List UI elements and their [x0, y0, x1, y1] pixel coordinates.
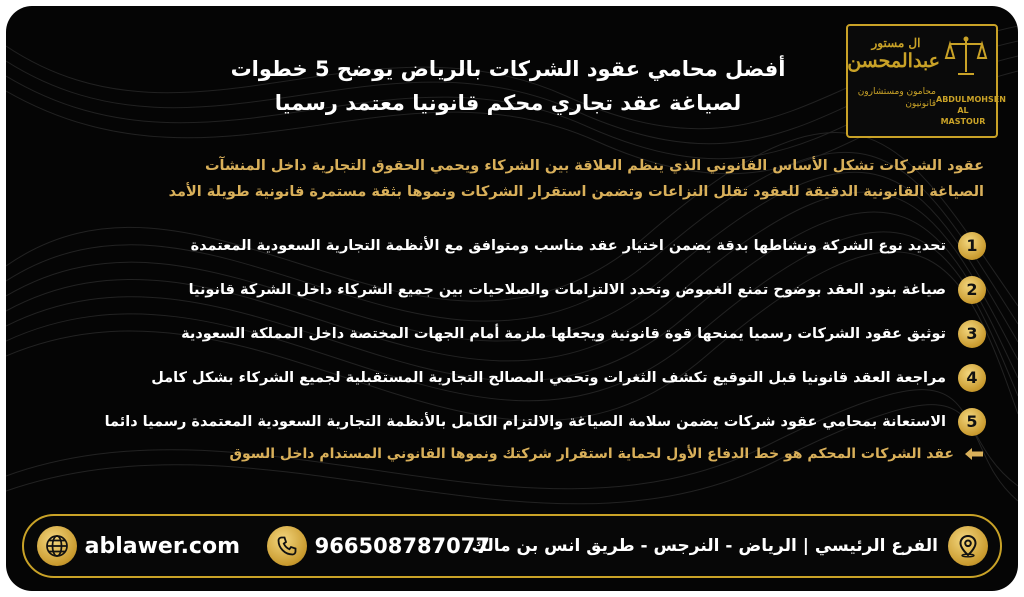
closing-note-text: عقد الشركات المحكم هو خط الدفاع الأول لحماية استقرار شركتك ونموها القانوني المستدام داخل السوق — [229, 446, 954, 462]
phone-number[interactable]: 966508787077 — [314, 534, 490, 558]
contact-address — [471, 516, 988, 576]
closing-note — [84, 446, 984, 462]
scales-of-justice-icon — [944, 34, 988, 78]
step-item — [36, 312, 986, 356]
brand-name-arabic — [847, 36, 940, 72]
step-number-badge: 4 — [958, 364, 986, 392]
infographic-card — [6, 6, 1018, 591]
step-text: مراجعة العقد قانونيا قبل التوقيع تكشف الثغرات وتحمي المصالح التجارية المستقبلية لجميع الشركاء بشكل كامل — [151, 370, 946, 386]
location-pin-icon — [948, 526, 988, 566]
phone-icon — [267, 526, 307, 566]
title-line-2: لصياغة عقد تجاري محكم قانونيا معتمد رسميا — [274, 91, 742, 115]
page-title — [198, 52, 818, 120]
brand-logo — [846, 24, 1006, 138]
step-number-badge: 2 — [958, 276, 986, 304]
address-text: الفرع الرئيسي | الرياض - النرجس - طريق انس بن مالك — [471, 536, 938, 556]
step-number-badge: 3 — [958, 320, 986, 348]
arrow-left-icon — [964, 447, 984, 461]
step-text: صياغة بنود العقد بوضوح تمنع الغموض وتحدد الالتزامات والصلاحيات بين جميع الشركاء داخل الشركة قانونيا — [188, 282, 946, 298]
steps-list — [36, 224, 986, 444]
brand-name-main: عبدالمحسن — [847, 50, 940, 72]
brand-subtitle: محامون ومستشارون قانونيون — [857, 87, 936, 109]
website-link[interactable]: ablawer.com — [84, 533, 240, 559]
contact-bar — [22, 514, 1002, 578]
intro-paragraph — [44, 153, 984, 205]
brand-name-english: ABDULMOHSEN AL MASTOUR — [936, 95, 1006, 126]
intro-line-1: عقود الشركات تشكل الأساس القانوني الذي ينظم العلاقة بين الشركاء ويحمي الحقوق التجارية داخل المنشآت — [204, 158, 984, 174]
title-line-1: أفضل محامي عقود الشركات بالرياض يوضح 5 خطوات — [230, 57, 786, 81]
brand-name-top: ال مستور — [871, 36, 921, 50]
contact-website[interactable] — [37, 516, 240, 576]
step-number-badge: 1 — [958, 232, 986, 260]
step-item — [36, 356, 986, 400]
step-item — [36, 224, 986, 268]
step-item — [36, 268, 986, 312]
step-number-badge: 5 — [958, 408, 986, 436]
step-text: توثيق عقود الشركات رسميا يمنحها قوة قانونية ويجعلها ملزمة أمام الجهات المختصة داخل المملكة السعودية — [181, 326, 946, 342]
step-text: الاستعانة بمحامي عقود شركات يضمن سلامة الصياغة والالتزام الكامل بالأنظمة التجارية السعودية المعتمدة رسميا دائما — [104, 414, 946, 430]
globe-icon — [37, 526, 77, 566]
intro-line-2: الصياغة القانونية الدقيقة للعقود تقلل النزاعات وتضمن استقرار الشركات ونموها بثقة مستمرة قانونية طويلة الأمد — [168, 184, 984, 200]
step-item — [36, 400, 986, 444]
step-text: تحديد نوع الشركة ونشاطها بدقة يضمن اختيار عقد مناسب ومتوافق مع الأنظمة التجارية السعودية المعتمدة — [190, 238, 946, 254]
contact-phone[interactable] — [267, 516, 490, 576]
